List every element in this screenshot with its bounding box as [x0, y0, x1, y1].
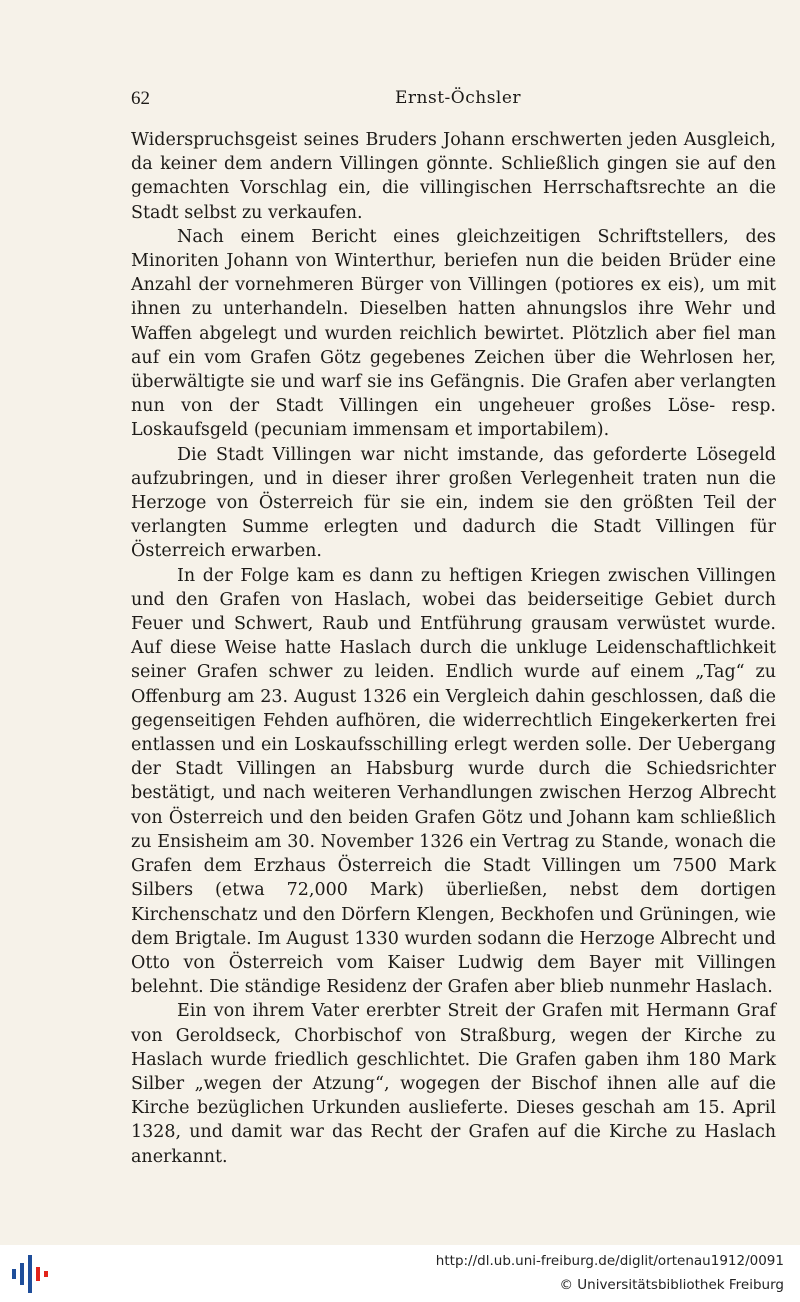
ub-freiburg-logo-icon — [10, 1253, 50, 1295]
paragraph-1: Widerspruchsgeist seines Bruders Johann erschwerten jeden Ausgleich, da keiner dem andern Villingen gönnte. Schließlich gingen sie auf den gemachten Vorschlag ein, die villingischen Herrschaftsrechte an die Stadt selbst zu verkaufen. — [131, 130, 776, 223]
running-head: Ernst-Öchsler — [395, 88, 522, 108]
paragraph-2: Nach einem Bericht eines gleichzeitigen Schriftstellers, des Minoriten Johann von Winterthur, beriefen nun die beiden Brüder eine Anzahl der vornehmeren Bürger von Villingen (potiores ex eis), um mit ihnen zu unterhandeln. Dieselben hatten ahnungslos ihre Wehr und Waffen abgelegt und wurden reichlich bewirtet. Plötzlich aber fiel man auf ein vom Grafen Götz gegebenes Zeichen über die Wehrlosen her, überwältigte sie und warf sie ins Gefängnis. Die Grafen aber verlangten nun von der Stadt Villingen ein ungeheuer großes Löse- resp. Loskaufsgeld (pecuniam immensam et importabilem). — [131, 226, 776, 441]
paragraph-4: In der Folge kam es dann zu heftigen Kriegen zwischen Villingen und den Grafen von Haslach, wobei das beiderseitige Gebiet durch Feuer und Schwert, Raub und Entführung grausam verwüstet wurde. Auf diese Weise hatte Haslach durch die unkluge Leidenschaftlichkeit seiner Grafen schwer zu leiden. Endlich wurde auf einem „Tag“ zu Offenburg am 23. August 1326 ein Vergleich dahin geschlossen, daß die gegenseitigen Fehden aufhören, die widerrechtlich Eingekerkerten frei entlassen und ein Loskaufsschilling erlegt werden solle. Der Uebergang der Stadt Villingen an Habsburg wurde durch die Schiedsrichter bestätigt, und nach weiteren Verhandlungen zwischen Herzog Albrecht von Österreich und den beiden Grafen Götz und Johann kam schließlich zu Ensisheim am 30. November 1326 ein Vertrag zu Stande, wonach die Grafen dem Erzhaus Österreich die Stadt Villingen um 7500 Mark Silbers (etwa 72,000 Mark) überließen, nebst dem dortigen Kirchenschatz und den Dörfern Klengen, Beckhofen und Grüningen, wie dem Brigtale. Im August 1330 wurden sodann die Herzoge Albrecht und Otto von Österreich vom Kaiser Ludwig dem Bayer mit Villingen belehnt. Die ständige Residenz der Grafen aber blieb nunmehr Haslach. — [131, 565, 776, 998]
copyright-text: © Universitätsbibliothek Freiburg — [559, 1277, 784, 1293]
page-number: 62 — [131, 88, 150, 109]
paragraph-5: Ein von ihrem Vater ererbter Streit der Grafen mit Hermann Graf von Geroldseck, Chorbischof von Straßburg, wegen der Kirche zu Haslach wurde friedlich geschlichtet. Die Grafen gaben ihm 180 Mark Silber „wegen der Atzung“, wogegen der Bischof ihnen alle auf die Kirche bezüglichen Urkunden auslieferte. Dieses geschah am 15. April 1328, und damit war das Recht der Grafen auf die Kirche zu Haslach anerkannt. — [131, 1001, 776, 1167]
source-url-link[interactable]: http://dl.ub.uni-freiburg.de/diglit/ortenau1912/0091 — [435, 1253, 784, 1269]
paragraph-3: Die Stadt Villingen war nicht imstande, das geforderte Lösegeld aufzubringen, und in dieser ihrer großen Verlegenheit traten nun die Herzoge von Österreich für sie ein, indem sie den größten Teil der verlangten Summe erlegten und dadurch die Stadt Villingen für Österreich erwarben. — [131, 444, 776, 562]
body-text — [131, 128, 776, 1169]
footer-bar — [0, 1245, 800, 1302]
